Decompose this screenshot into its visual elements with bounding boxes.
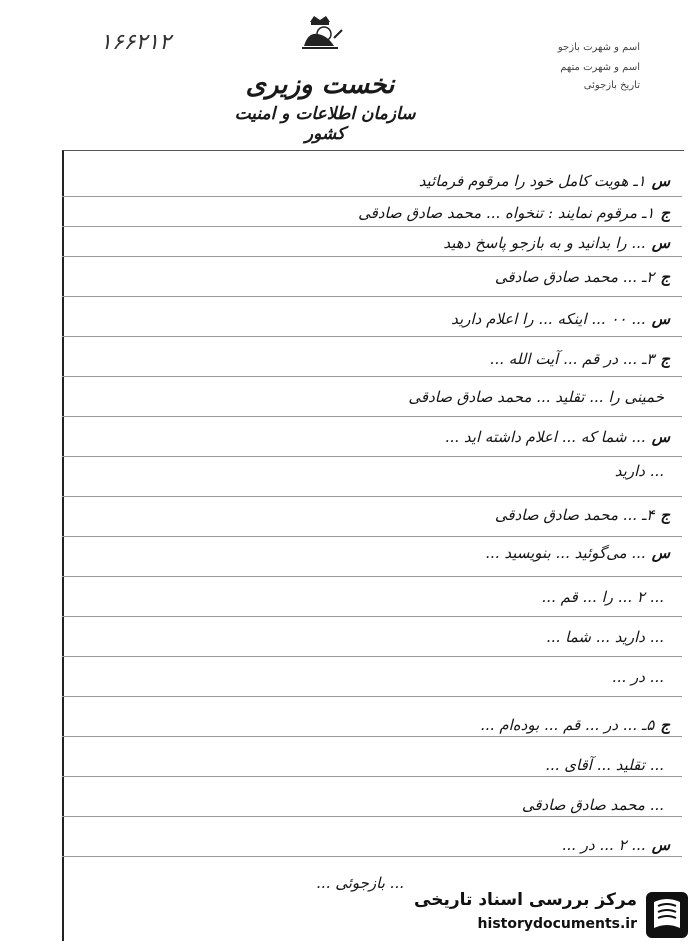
handwritten-line: ... محمد صادق صادقی bbox=[521, 796, 664, 814]
ruled-line bbox=[62, 296, 682, 297]
ruled-line bbox=[62, 496, 682, 497]
ruled-line bbox=[62, 336, 682, 337]
ruled-line bbox=[62, 536, 682, 537]
ruled-line bbox=[62, 816, 682, 817]
handwritten-line: ج۴ـ ... محمد صادق صادقی bbox=[494, 506, 670, 524]
book-scroll-logo-icon bbox=[642, 888, 692, 942]
ruled-line bbox=[62, 696, 682, 697]
meta-interrogator-name: اسم و شهرت بازجو bbox=[557, 42, 640, 53]
handwritten-line: ... دارید ... شما ... bbox=[546, 628, 664, 646]
ruled-line bbox=[62, 256, 682, 257]
ruled-line bbox=[62, 416, 682, 417]
handwritten-line: ج۲ـ ... محمد صادق صادقی bbox=[494, 268, 670, 286]
ruled-line bbox=[62, 376, 682, 377]
handwritten-document-number: ۱۶۶۲۱۲ bbox=[100, 30, 171, 55]
handwritten-line: س... ۲ ... در ... bbox=[561, 836, 670, 854]
handwritten-line: خمینی را ... تقلید ... محمد صادق صادقی bbox=[408, 388, 664, 406]
handwritten-line: س۱ـ هویت کامل خود را مرقوم فرمائید bbox=[418, 172, 670, 190]
organization-subtitle: سازمان اطلاعات و امنیت کشور bbox=[234, 104, 416, 144]
handwritten-line: ... دارید bbox=[614, 462, 664, 480]
ruled-line bbox=[62, 226, 682, 227]
ruled-line bbox=[62, 736, 682, 737]
handwritten-line: س... شما که ... اعلام داشته اید ... bbox=[444, 428, 670, 446]
handwritten-line: ج۳ـ ... در قم ... آیت الله ... bbox=[489, 350, 670, 368]
archive-url[interactable]: historydocuments.ir bbox=[477, 916, 637, 932]
handwritten-line: ج۱ـ مرقوم نمایند : تنخواه ... محمد صادق صادقی bbox=[358, 204, 670, 222]
handwritten-line: ... تقلید ... آقای ... bbox=[545, 756, 664, 774]
handwritten-line: ... در ... bbox=[611, 668, 664, 686]
meta-interrogation-date: تاریخ بازجوئی bbox=[583, 80, 640, 91]
ruled-line bbox=[62, 656, 682, 657]
ruled-line bbox=[62, 456, 682, 457]
handwritten-line: س... ۰۰ ... اینکه ... را اعلام دارید bbox=[451, 310, 670, 328]
handwritten-line: ج۵ـ ... در ... قم ... بوده‌ام ... bbox=[480, 716, 670, 734]
ministry-title: نخست وزیری bbox=[245, 70, 395, 100]
handwritten-line: ... بازجوئی ... bbox=[316, 874, 404, 892]
handwritten-line: ... ۲ ... را ... قم ... bbox=[541, 588, 664, 606]
archive-name: مرکز بررسی اسناد تاریخی bbox=[414, 890, 637, 910]
ruled-line bbox=[62, 776, 682, 777]
meta-accused-name: اسم و شهرت متهم bbox=[560, 62, 640, 73]
ruled-line bbox=[62, 856, 682, 857]
archive-watermark-logo bbox=[412, 886, 692, 944]
ruled-line bbox=[62, 196, 682, 197]
ruled-line bbox=[62, 576, 682, 577]
lion-and-sun-crown-emblem-icon bbox=[294, 12, 346, 52]
handwritten-line: س... را بدانید و به بازجو پاسخ دهید bbox=[443, 234, 670, 252]
ruled-line bbox=[62, 616, 682, 617]
handwritten-line: س... می‌گوئید ... بنویسید ... bbox=[485, 544, 670, 562]
